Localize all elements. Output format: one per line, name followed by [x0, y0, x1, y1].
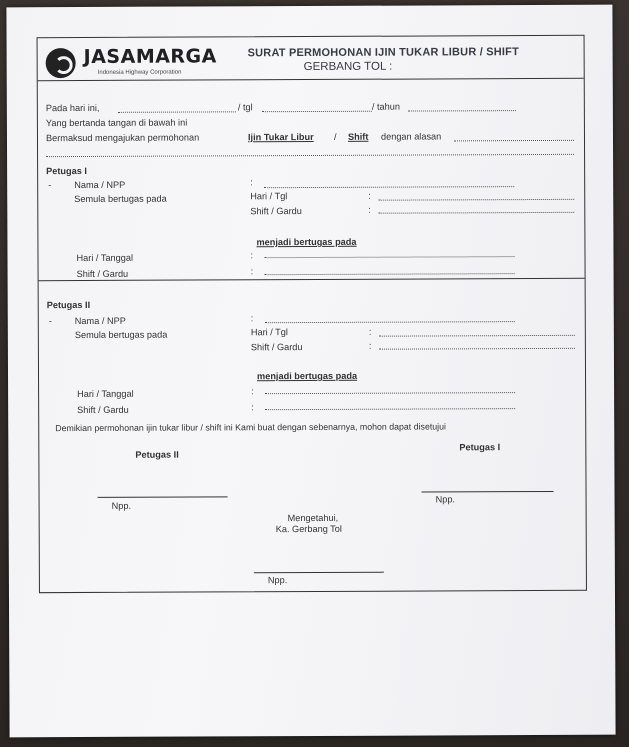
petugas2-name-field[interactable] — [265, 321, 515, 323]
sign-right-title: Petugas I — [459, 442, 501, 453]
petugas1-name-field[interactable] — [264, 186, 514, 188]
closing-statement: Demikian permohonan ijin tukar libur / shift ini Kami buat dengan sebenarnya, mohon dapat disetujui — [55, 421, 446, 434]
petugas1-heading: Petugas I — [46, 165, 88, 177]
petugas1-day-date-label: Hari / Tgl — [250, 191, 288, 202]
petugas1-day-date-colon: : — [368, 190, 371, 201]
day-field[interactable] — [118, 111, 236, 113]
petugas2-new-shift-label: Shift / Gardu — [77, 404, 129, 416]
year-label: / tahun — [371, 101, 400, 112]
petugas2-prev-duty-label: Semula bertugas pada — [74, 329, 168, 341]
intent-label: Bermaksud mengajukan permohonan — [45, 132, 200, 144]
petugas1-day-date-field[interactable] — [378, 199, 574, 201]
petugas1-new-day-field[interactable] — [265, 256, 515, 258]
petugas2-day-date-label: Hari / Tgl — [250, 327, 288, 338]
petugas2-new-day-field[interactable] — [265, 392, 515, 394]
date-label: / tgl — [237, 102, 253, 113]
sign-left-title: Petugas II — [135, 449, 179, 460]
signature-line-bottom[interactable] — [254, 572, 384, 574]
petugas2-shift-gate-label: Shift / Gardu — [250, 342, 303, 353]
petugas2-name-label: Nama / NPP — [74, 315, 126, 327]
petugas1-new-day-colon: : — [250, 250, 254, 261]
petugas2-new-shift-field[interactable] — [265, 408, 515, 410]
petugas2-new-day-colon: : — [251, 386, 254, 397]
signature-line-left[interactable] — [98, 496, 228, 498]
petugas1-name-colon: : — [250, 177, 253, 188]
form-header — [38, 36, 584, 81]
option-separator: / — [333, 131, 337, 142]
petugas2-new-day-label: Hari / Tanggal — [77, 388, 134, 400]
signed-line: Yang bertanda tangan di bawah ini — [45, 117, 188, 129]
petugas2-bullet: - — [48, 316, 52, 327]
petugas2-shift-gate-colon: : — [368, 340, 372, 351]
petugas1-shift-gate-colon: : — [368, 204, 371, 215]
reason-field-line2[interactable] — [46, 154, 574, 157]
day-label: Pada hari ini, — [45, 102, 100, 114]
form-title: SURAT PERMOHONAN IJIN TUKAR LIBUR / SHIFT — [247, 46, 520, 60]
date-field[interactable] — [262, 111, 372, 112]
petugas1-prev-duty-label: Semula bertugas pada — [74, 193, 167, 205]
npp-right: Npp. — [435, 494, 456, 505]
petugas2-name-colon: : — [250, 313, 254, 324]
petugas1-shift-gate-field[interactable] — [378, 212, 574, 214]
npp-left: Npp. — [111, 500, 132, 511]
petugas1-becomes-label: menjadi bertugas pada — [256, 236, 357, 248]
petugas2-heading: Petugas II — [46, 299, 91, 311]
petugas2-day-date-field[interactable] — [379, 335, 575, 337]
petugas2-new-shift-colon: : — [251, 402, 254, 413]
petugas1-new-shift-colon: : — [250, 266, 254, 277]
paper-sheet — [6, 5, 615, 738]
petugas2-shift-gate-field[interactable] — [379, 348, 575, 350]
signature-line-right[interactable] — [422, 491, 554, 493]
year-field[interactable] — [408, 110, 516, 111]
petugas1-new-day-label: Hari / Tanggal — [76, 252, 134, 264]
gate-head-label: Ka. Gerbang Tol — [275, 523, 342, 535]
petugas1-new-shift-field[interactable] — [265, 273, 515, 275]
petugas1-shift-gate-label: Shift / Gardu — [250, 206, 302, 217]
option-tukar-libur: Ijin Tukar Libur — [247, 131, 314, 143]
reason-field[interactable] — [454, 140, 574, 142]
company-tagline: Indonesia Highway Corporation — [97, 69, 182, 76]
toll-gate-label: GERBANG TOL : — [303, 60, 393, 74]
company-logo-text: JASAMARGA — [83, 45, 217, 68]
option-shift: Shift — [347, 131, 369, 142]
acknowledged-label: Mengetahui, — [287, 512, 339, 524]
request-form — [37, 35, 587, 593]
petugas1-bullet: - — [48, 180, 52, 191]
petugas2-day-date-colon: : — [368, 326, 372, 337]
petugas2-becomes-label: menjadi bertugas pada — [257, 370, 358, 382]
petugas1-new-shift-label: Shift / Gardu — [76, 268, 129, 280]
petugas1-name-label: Nama / NPP — [74, 179, 126, 191]
jasamarga-logo-icon — [46, 48, 76, 78]
reason-label: dengan alasan — [380, 131, 442, 142]
npp-bottom: Npp. — [267, 575, 288, 586]
